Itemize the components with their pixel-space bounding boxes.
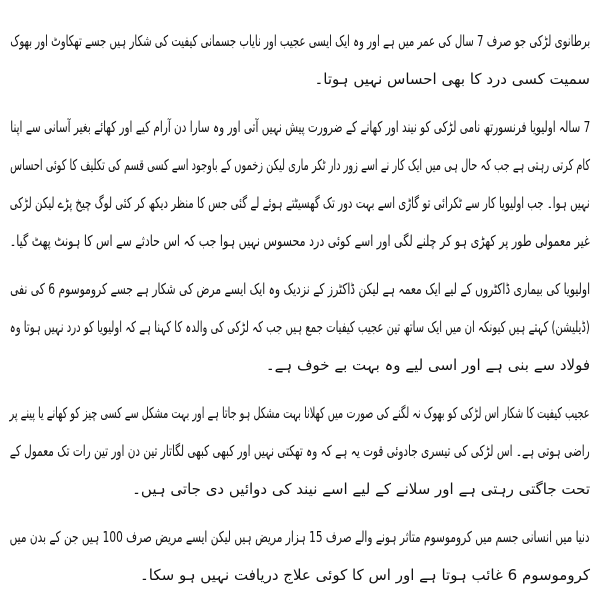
paragraph-line bbox=[10, 394, 590, 432]
article-paragraph bbox=[10, 270, 590, 384]
paragraph-line-text: راضی ہوتی ہے۔ اس لڑکی کی تیسری جادوئی قوت یہ ہے کہ وہ تھکتی نہیں اور کبھی کبھی لگاتار تین دن اور تین رات تک معمول کے bbox=[10, 442, 590, 460]
paragraph-line bbox=[10, 22, 590, 60]
paragraph-line-text: کروموسوم 6 غائب ہوتا ہے اور اس کا کوئی علاج دریافت نہیں ہو سکا۔ bbox=[140, 566, 590, 584]
paragraph-line bbox=[10, 432, 590, 470]
paragraph-line bbox=[10, 222, 590, 260]
article-paragraph bbox=[10, 394, 590, 508]
paragraph-line-text: کام کرتی رہتی ہے جب کہ حال ہی میں ایک کار نے اسے زور دار ٹکر ماری لیکن زخموں کے باوجود اسے کسی قسم کی تکلیف کا کوئی احساس bbox=[10, 156, 590, 174]
paragraph-line bbox=[10, 346, 590, 384]
paragraph-line bbox=[10, 270, 590, 308]
paragraph-line-text: سمیت کسی درد کا بھی احساس نہیں ہوتا۔ bbox=[314, 70, 590, 88]
article-paragraph bbox=[10, 518, 590, 594]
paragraph-line bbox=[10, 184, 590, 222]
paragraph-line-text: دنیا میں انسانی جسم میں کروموسوم متاثر ہونے والے صرف 15 ہزار مریض ہیں لیکن ایسے مریض صرف 100 ہیں جن کے بدن میں bbox=[10, 528, 590, 546]
paragraph-line-text: عجیب کیفیت کا شکار اس لڑکی کو بھوک نہ لگنے کی صورت میں کھلانا بہت مشکل ہو جاتا ہے اور بہت مشکل سے کسی چیز کو کھانے یا پینے پر bbox=[10, 404, 590, 422]
article-paragraph bbox=[10, 108, 590, 260]
paragraph-line bbox=[10, 146, 590, 184]
article-paragraph bbox=[10, 22, 590, 98]
paragraph-line-text: اولیویا کی بیماری ڈاکٹروں کے لیے ایک معمہ ہے لیکن ڈاکٹرز کے نزدیک وہ ایک ایسے مرض کی شکار ہے جسے کروموسوم 6 کی نفی bbox=[10, 280, 591, 298]
paragraph-line bbox=[10, 108, 590, 146]
paragraph-line bbox=[10, 518, 590, 556]
paragraph-line-text: تحت جاگتی رہتی ہے اور سلانے کے لیے اسے نیند کی دوائیں دی جاتی ہیں۔ bbox=[132, 480, 590, 498]
paragraph-line-text: 7 سالہ اولیویا فرنسورتھ نامی لڑکی کو نیند اور کھانے کے ضرورت پیش نہیں آتی اور وہ سارا دن آرام کیے اور کھائے بغیر آسانی سے اپنا bbox=[10, 118, 590, 136]
paragraph-line-text: غیر معمولی طور پر کھڑی ہو کر چلنے لگی اور اسے کوئی درد محسوس نہیں ہوا جب کہ اس حادثے سے اس کا ہونٹ پھٹ گیا۔ bbox=[10, 232, 590, 250]
paragraph-line-text: فولاد سے بنی ہے اور اسی لیے وہ بہت بے خوف ہے۔ bbox=[265, 356, 590, 374]
article-body bbox=[10, 22, 590, 600]
paragraph-line-text: (ڈیلیشن) کہتے ہیں کیونکہ ان میں ایک ساتھ تین عجیب کیفیات جمع ہیں جب کہ لڑکی کی والدہ کا کہنا ہے کہ اولیویا کو درد نہیں ہوتا وہ bbox=[10, 318, 590, 336]
paragraph-line-text: برطانوی لڑکی جو صرف 7 سال کی عمر میں ہے اور وہ ایک ایسی عجیب اور نایاب جسمانی کیفیت کی شکار ہیں جسے تھکاوٹ اور بھوک bbox=[10, 32, 590, 50]
paragraph-line bbox=[10, 308, 590, 346]
paragraph-line bbox=[10, 470, 590, 508]
paragraph-line bbox=[10, 556, 590, 594]
paragraph-line bbox=[10, 60, 590, 98]
paragraph-line-text: نہیں ہوا۔ جب اولیویا کار سے ٹکرائی تو گاڑی اسے بہت دور تک گھسیٹتے ہوئے لے گئی جس کا منظر دیکھ کر کئی لوگ چیخ پڑے لیکن لڑکی bbox=[10, 194, 590, 212]
